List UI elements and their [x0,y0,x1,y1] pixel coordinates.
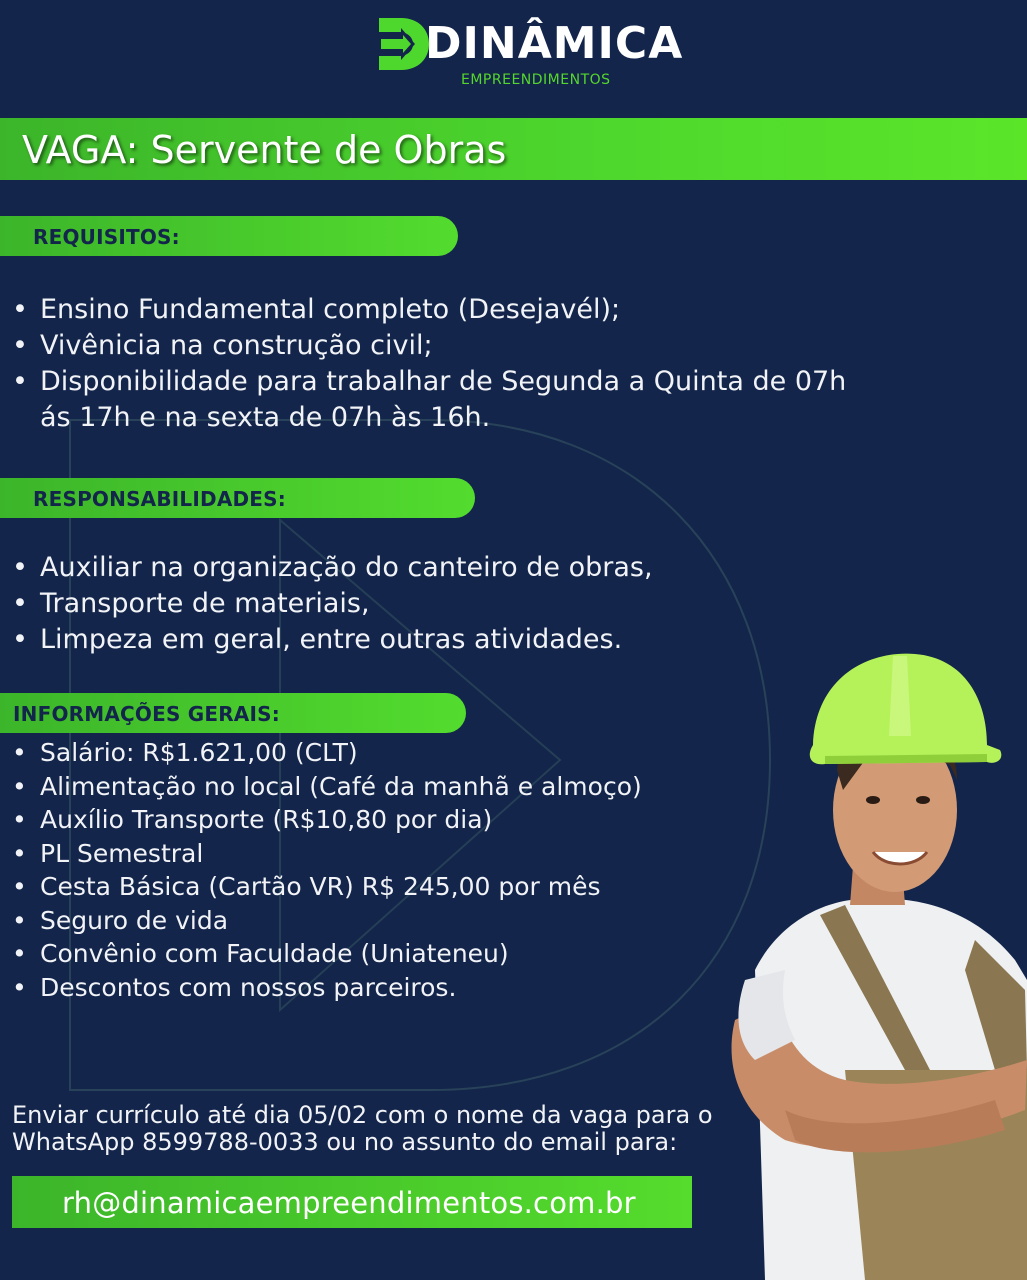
logo-d-arrow-icon [375,14,431,74]
list-item: • Disponibilidade para trabalhar de Segunda a Quinta de 07h ás 17h e na sexta de 07h às 16h. [0,364,880,436]
construction-worker-image [725,640,1027,1280]
list-item: • Auxílio Transporte (R$10,80 por dia) [0,803,720,837]
list-item: • Salário: R$1.621,00 (CLT) [0,736,720,770]
list-item: • Transporte de materiais, [0,586,900,622]
list-item: • Convênio com Faculdade (Uniateneu) [0,937,720,971]
general-info-heading: INFORMAÇÕES GERAIS: [13,702,280,726]
requirements-list [0,292,900,436]
list-item: • Seguro de vida [0,904,720,938]
requirements-heading: REQUISITOS: [33,225,180,249]
list-item: • Descontos com nossos parceiros. [0,971,720,1005]
company-logo [375,14,684,94]
list-item: • Ensino Fundamental completo (Desejavél); [0,292,900,328]
contact-email-link[interactable]: rh@dinamicaempreendimentos.com.br [62,1186,636,1220]
email-banner [12,1176,692,1228]
general-info-list [0,736,720,1004]
list-item: • Vivênicia na construção civil; [0,328,900,364]
list-item: • Limpeza em geral, entre outras atividades. [0,622,900,658]
logo-wordmark: DINÂMICA [425,18,684,69]
logo-subtitle: EMPREENDIMENTOS [461,72,611,88]
instructions-line-2: WhatsApp 8599788-0033 ou no assunto do email para: [12,1128,678,1156]
vacancy-title: VAGA: Servente de Obras [22,128,507,172]
list-item: • Alimentação no local (Café da manhã e almoço) [0,770,720,804]
list-item: • Cesta Básica (Cartão VR) R$ 245,00 por mês [0,870,720,904]
application-instructions [12,1102,772,1156]
list-item: • Auxiliar na organização do canteiro de obras, [0,550,900,586]
instructions-line-1: Enviar currículo até dia 05/02 com o nome da vaga para o [12,1101,713,1129]
responsibilities-heading: RESPONSABILIDADES: [33,487,286,511]
list-item: • PL Semestral [0,837,720,871]
